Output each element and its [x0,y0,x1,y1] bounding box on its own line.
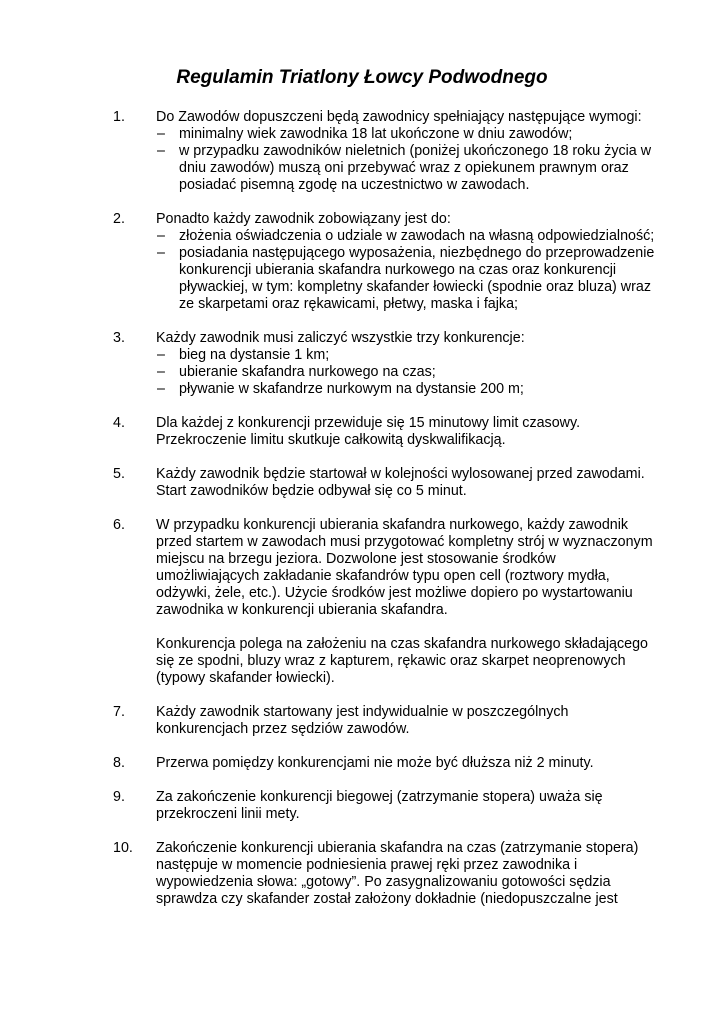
document-title: Regulamin Triatlony Łowcy Podwodnego [176,67,548,88]
rule-number: 2. [113,211,125,227]
rule-number: 5. [113,466,125,482]
rule-1 [0,109,724,194]
rule-number: 3. [113,330,125,346]
rule-number: 8. [113,755,125,771]
rule-number: 6. [113,517,125,533]
rule-10 [0,840,724,908]
rule-number: 9. [113,789,125,805]
rule-number: 1. [113,109,125,125]
rule-text: W przypadku konkurencji ubierania skafandra nurkowego, każdy zawodnik przed startem w zawodach musi przygotować kompletny strój w wyznaczonym miejscu na brzegu jeziora. Dozwolone jest stosowanie środków umożliwiających zakładanie skafandrów typu open cell (roztwory mydła, odżywki, żele, etc.). Użycie środków jest możliwe dopiero po wystartowaniu zawodnika w konkurencji ubierania skafandra. [156,517,653,618]
rule-text-continued: Konkurencja polega na założeniu na czas skafandra nurkowego składającego się ze spodni, bluzy wraz z kapturem, rękawic oraz skarpet neoprenowych (typowy skafander łowiecki). [156,636,648,686]
rule-8 [0,755,724,772]
rule-text: Każdy zawodnik musi zaliczyć wszystkie trzy konkurencje: [156,330,525,346]
rule-9 [0,789,724,823]
rule-text: Do Zawodów dopuszczeni będą zawodnicy spełniający następujące wymogi: [156,109,642,125]
rule-bullet: – bieg na dystansie 1 km; [156,347,661,364]
rule-bullet: – złożenia oświadczenia o udziale w zawodach na własną odpowiedzialność; [156,228,661,245]
rule-text: Przerwa pomiędzy konkurencjami nie może być dłuższa niż 2 minuty. [156,755,594,771]
rule-5 [0,466,724,500]
rule-text: Każdy zawodnik będzie startował w kolejności wylosowanej przed zawodami. Start zawodników będzie odbywał się co 5 minut. [156,466,645,499]
rule-3 [0,330,724,398]
rule-7 [0,704,724,738]
rule-6 [0,517,724,687]
rule-2 [0,211,724,313]
rule-text: Ponadto każdy zawodnik zobowiązany jest do: [156,211,451,227]
rule-bullet: – w przypadku zawodników nieletnich (poniżej ukończonego 18 roku życia w dniu zawodów) muszą oni przebywać wraz z opiekunem prawnym oraz posiadać pisemną zgodę na uczestnictwo w zawodach. [156,143,661,194]
rule-bullet: – ubieranie skafandra nurkowego na czas; [156,364,661,381]
rules-list [0,109,724,925]
rule-text: Dla każdej z konkurencji przewiduje się 15 minutowy limit czasowy. Przekroczenie limitu skutkuje całkowitą dyskwalifikacją. [156,415,581,448]
rule-text: Każdy zawodnik startowany jest indywidualnie w poszczególnych konkurencjach przez sędziów zawodów. [156,704,569,737]
rule-4 [0,415,724,449]
rule-number: 7. [113,704,125,720]
rule-number: 4. [113,415,125,431]
rule-bullet: – posiadania następującego wyposażenia, niezbędnego do przeprowadzenie konkurencji ubierania skafandra nurkowego na czas oraz konkurencji pływackiej, w tym: kompletny skafander łowiecki (spodnie oraz bluza) wraz ze skarpetami oraz rękawicami, płetwy, maska i fajka; [156,245,661,313]
rule-number: 10. [113,840,133,856]
rule-bullet: – minimalny wiek zawodnika 18 lat ukończone w dniu zawodów; [156,126,661,143]
rule-text: Zakończenie konkurencji ubierania skafandra na czas (zatrzymanie stopera) następuje w momencie podniesienia prawej ręki przez zawodnika i wypowiedzenia słowa: „gotowy”. Po zasygnalizowaniu gotowości sędzia sprawdza czy skafander został założony dokładnie (niedopuszczalne jest [156,840,639,907]
rule-text: Za zakończenie konkurencji biegowej (zatrzymanie stopera) uważa się przekroczeni linii mety. [156,789,603,822]
rule-bullet: – pływanie w skafandrze nurkowym na dystansie 200 m; [156,381,661,398]
